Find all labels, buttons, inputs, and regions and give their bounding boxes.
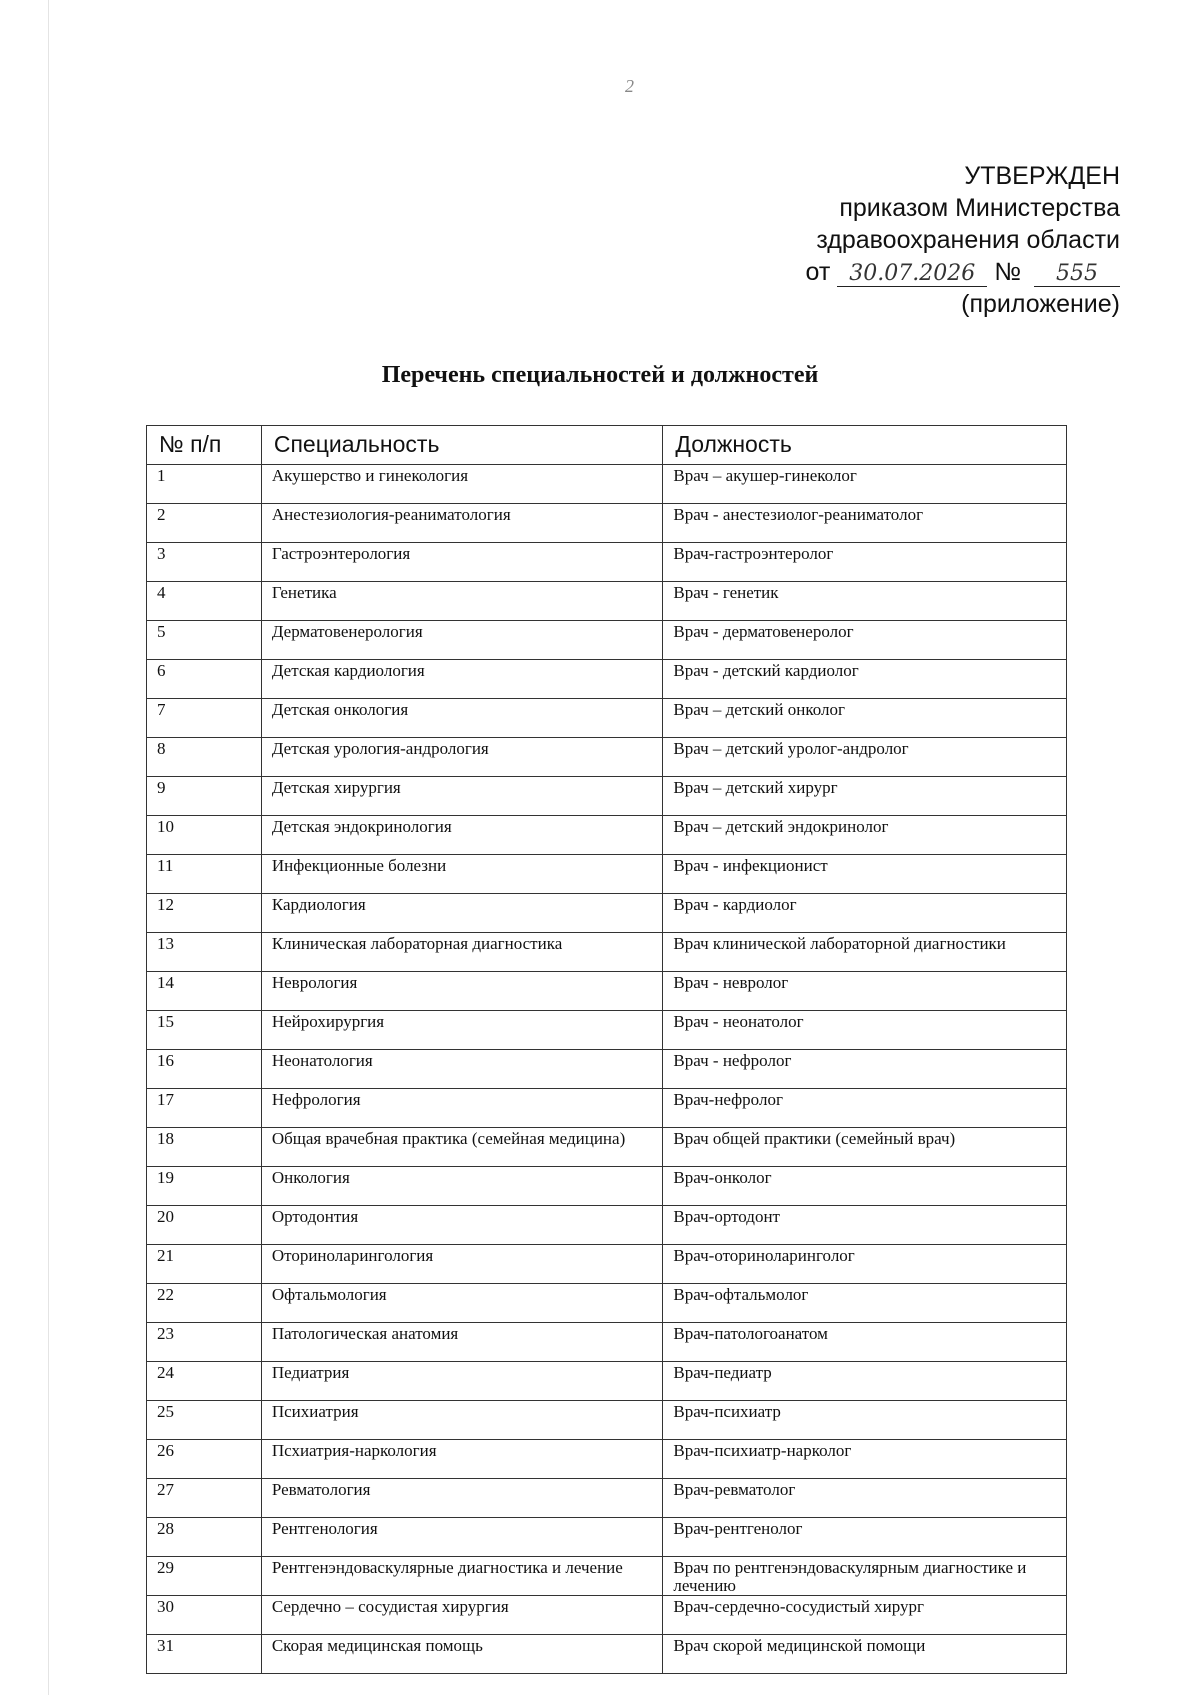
specialty-cell: Сердечно – сосудистая хирургия [261, 1596, 663, 1635]
position-cell: Врач – детский онколог [663, 699, 1067, 738]
specialty-cell: Психиатрия [261, 1401, 663, 1440]
row-number-cell: 15 [147, 1011, 262, 1050]
table-row [147, 1479, 1067, 1518]
specialty-cell: Анестезиология-реаниматология [261, 504, 663, 543]
row-number-cell: 30 [147, 1596, 262, 1635]
table-row [147, 1596, 1067, 1635]
table-row [147, 1401, 1067, 1440]
approval-block [806, 160, 1121, 320]
document-title: Перечень специальностей и должностей [381, 362, 819, 388]
row-number-cell: 11 [147, 855, 262, 894]
position-cell: Врач-гастроэнтеролог [663, 543, 1067, 582]
row-number-cell: 1 [147, 465, 262, 504]
row-number-cell: 19 [147, 1167, 262, 1206]
specialty-cell: Гастроэнтерология [261, 543, 663, 582]
specialty-cell: Неврология [261, 972, 663, 1011]
handwritten-date: 30.07.2026 [837, 262, 987, 287]
position-cell: Врач-патологоанатом [663, 1323, 1067, 1362]
row-number-cell: 12 [147, 894, 262, 933]
specialty-cell: Детская урология-андрология [261, 738, 663, 777]
approval-ministry-line: здравоохранения области [816, 226, 1120, 254]
table-row [147, 1518, 1067, 1557]
position-cell: Врач-психиатр [663, 1401, 1067, 1440]
position-cell: Врач-оториноларинголог [663, 1245, 1067, 1284]
position-cell: Врач-сердечно-сосудистый хирург [663, 1596, 1067, 1635]
position-cell: Врач по рентгенэндоваскулярным диагностике и лечению [663, 1557, 1067, 1596]
specialty-cell: Оториноларингология [261, 1245, 663, 1284]
position-cell: Врач скорой медицинской помощи [663, 1635, 1067, 1674]
approval-heading: УТВЕРЖДЕН [964, 162, 1120, 190]
specialties-table [146, 425, 1067, 1674]
position-cell: Врач-педиатр [663, 1362, 1067, 1401]
table-row [147, 1089, 1067, 1128]
row-number-cell: 8 [147, 738, 262, 777]
position-cell: Врач - дерматовенеролог [663, 621, 1067, 660]
position-cell: Врач - инфекционист [663, 855, 1067, 894]
approval-appendix-line: (приложение) [961, 290, 1120, 318]
specialty-cell: Нейрохирургия [261, 1011, 663, 1050]
position-cell: Врач – детский эндокринолог [663, 816, 1067, 855]
table-row [147, 1050, 1067, 1089]
row-number-cell: 5 [147, 621, 262, 660]
position-cell: Врач - генетик [663, 582, 1067, 621]
specialty-cell: Рентгенология [261, 1518, 663, 1557]
row-number-cell: 31 [147, 1635, 262, 1674]
table-row [147, 1011, 1067, 1050]
position-cell: Врач – детский хирург [663, 777, 1067, 816]
approval-date-number-line [806, 256, 1121, 288]
position-cell: Врач общей практики (семейный врач) [663, 1128, 1067, 1167]
position-cell: Врач - кардиолог [663, 894, 1067, 933]
header-specialty: Специальность [261, 426, 663, 465]
position-cell: Врач-ортодонт [663, 1206, 1067, 1245]
position-cell: Врач – акушер-гинеколог [663, 465, 1067, 504]
specialty-cell: Кардиология [261, 894, 663, 933]
row-number-cell: 29 [147, 1557, 262, 1596]
table-row [147, 855, 1067, 894]
row-number-cell: 18 [147, 1128, 262, 1167]
specialty-cell: Онкология [261, 1167, 663, 1206]
table-row [147, 543, 1067, 582]
position-cell: Врач-психиатр-нарколог [663, 1440, 1067, 1479]
position-cell: Врач-ревматолог [663, 1479, 1067, 1518]
row-number-cell: 24 [147, 1362, 262, 1401]
table-row [147, 1245, 1067, 1284]
specialty-cell: Детская эндокринология [261, 816, 663, 855]
position-cell: Врач-рентгенолог [663, 1518, 1067, 1557]
position-cell: Врач - нефролог [663, 1050, 1067, 1089]
row-number-cell: 27 [147, 1479, 262, 1518]
row-number-cell: 23 [147, 1323, 262, 1362]
table-row [147, 699, 1067, 738]
table-row [147, 1323, 1067, 1362]
table-row [147, 1635, 1067, 1674]
row-number-cell: 14 [147, 972, 262, 1011]
table-row [147, 465, 1067, 504]
specialty-cell: Педиатрия [261, 1362, 663, 1401]
row-number-cell: 4 [147, 582, 262, 621]
position-cell: Врач-онколог [663, 1167, 1067, 1206]
specialty-cell: Псхиатрия-наркология [261, 1440, 663, 1479]
specialty-cell: Офтальмология [261, 1284, 663, 1323]
table-row [147, 1206, 1067, 1245]
position-cell: Врач-нефролог [663, 1089, 1067, 1128]
number-sign: № [994, 258, 1022, 286]
table-row [147, 777, 1067, 816]
row-number-cell: 7 [147, 699, 262, 738]
table-row [147, 816, 1067, 855]
specialty-cell: Патологическая анатомия [261, 1323, 663, 1362]
table-header-row [147, 426, 1067, 465]
specialty-cell: Нефрология [261, 1089, 663, 1128]
specialty-cell: Ортодонтия [261, 1206, 663, 1245]
position-cell: Врач - анестезиолог-реаниматолог [663, 504, 1067, 543]
position-cell: Врач - детский кардиолог [663, 660, 1067, 699]
table-row [147, 621, 1067, 660]
page-number: 2 [625, 76, 634, 96]
position-cell: Врач-офтальмолог [663, 1284, 1067, 1323]
row-number-cell: 25 [147, 1401, 262, 1440]
table-row [147, 504, 1067, 543]
position-cell: Врач - невролог [663, 972, 1067, 1011]
row-number-cell: 28 [147, 1518, 262, 1557]
specialty-cell: Генетика [261, 582, 663, 621]
row-number-cell: 6 [147, 660, 262, 699]
row-number-cell: 26 [147, 1440, 262, 1479]
row-number-cell: 20 [147, 1206, 262, 1245]
table-row [147, 894, 1067, 933]
specialty-cell: Скорая медицинская помощь [261, 1635, 663, 1674]
table-row [147, 738, 1067, 777]
table-row [147, 582, 1067, 621]
row-number-cell: 22 [147, 1284, 262, 1323]
row-number-cell: 9 [147, 777, 262, 816]
specialty-cell: Детская онкология [261, 699, 663, 738]
header-number: № п/п [147, 426, 262, 465]
table-row [147, 1362, 1067, 1401]
row-number-cell: 16 [147, 1050, 262, 1089]
table-row [147, 1167, 1067, 1206]
approval-order-line: приказом Министерства [839, 194, 1120, 222]
table-row [147, 1128, 1067, 1167]
row-number-cell: 17 [147, 1089, 262, 1128]
position-cell: Врач - неонатолог [663, 1011, 1067, 1050]
specialty-cell: Клиническая лабораторная диагностика [261, 933, 663, 972]
specialty-cell: Неонатология [261, 1050, 663, 1089]
header-position: Должность [663, 426, 1067, 465]
specialty-cell: Детская хирургия [261, 777, 663, 816]
table-row [147, 1440, 1067, 1479]
specialty-cell: Общая врачебная практика (семейная медицина) [261, 1128, 663, 1167]
specialty-cell: Ревматология [261, 1479, 663, 1518]
table-row [147, 1557, 1067, 1596]
table-row [147, 933, 1067, 972]
table-row [147, 972, 1067, 1011]
row-number-cell: 21 [147, 1245, 262, 1284]
position-cell: Врач клинической лабораторной диагностики [663, 933, 1067, 972]
table-body [147, 465, 1067, 1674]
specialty-cell: Акушерство и гинекология [261, 465, 663, 504]
table-row [147, 660, 1067, 699]
row-number-cell: 10 [147, 816, 262, 855]
table-row [147, 1284, 1067, 1323]
position-cell: Врач – детский уролог-андролог [663, 738, 1067, 777]
handwritten-order-number: 555 [1034, 262, 1120, 287]
specialty-cell: Рентгенэндоваскулярные диагностика и лечение [261, 1557, 663, 1596]
date-prefix: от [805, 258, 831, 286]
row-number-cell: 13 [147, 933, 262, 972]
row-number-cell: 3 [147, 543, 262, 582]
scan-edge-line [48, 0, 49, 1695]
row-number-cell: 2 [147, 504, 262, 543]
specialty-cell: Инфекционные болезни [261, 855, 663, 894]
specialty-cell: Детская кардиология [261, 660, 663, 699]
specialty-cell: Дерматовенерология [261, 621, 663, 660]
